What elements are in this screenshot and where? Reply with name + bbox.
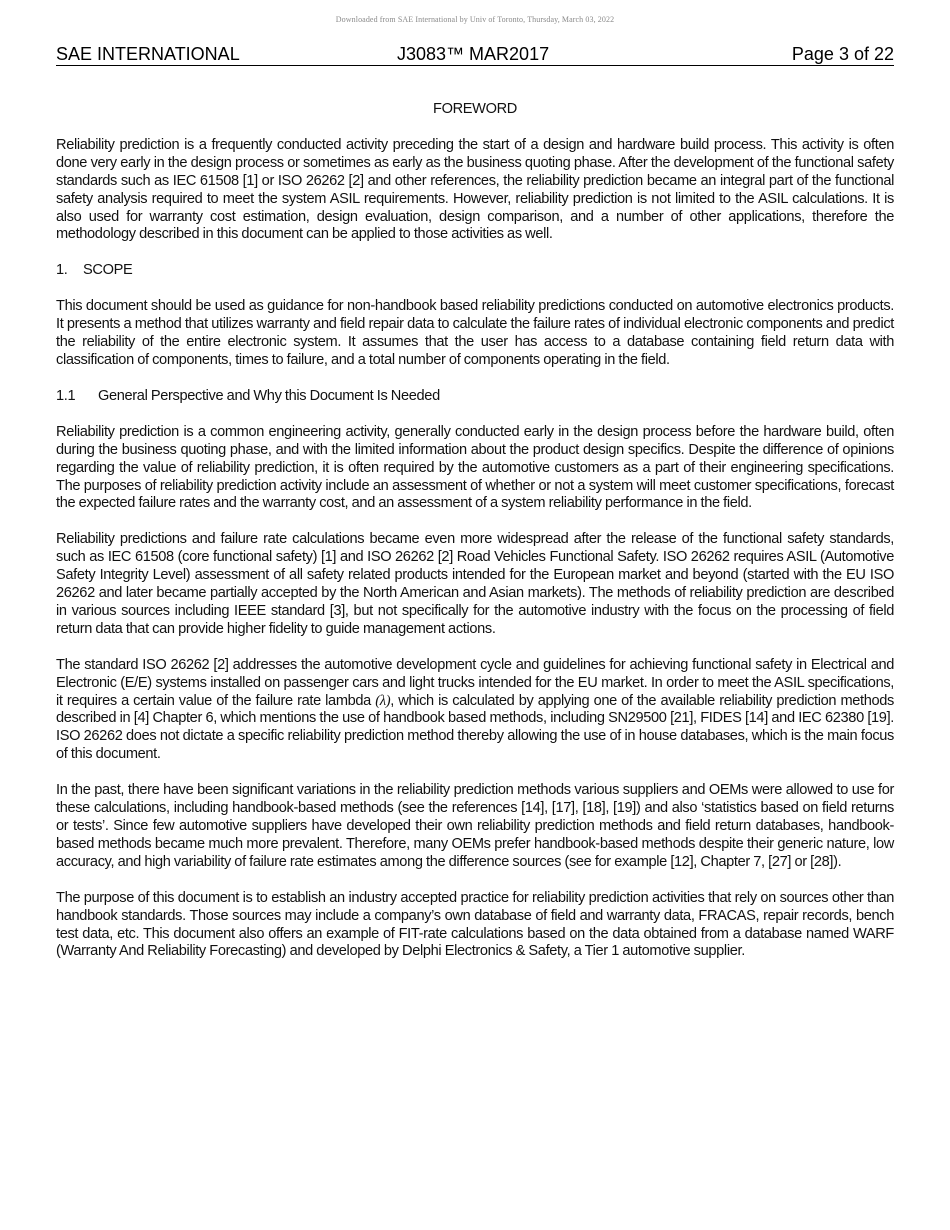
paragraph-past-variations: In the past, there have been significant variations in the reliability prediction methods various suppliers and OEMs were allowed to use for these calculations, including handbook-based methods (see the references [14], [17], [18], [19]) and also ‘statistics based on field returns or tests’. Since few automotive suppliers have developed their own reliability prediction methods and field return databases, handbook-based methods became much more prevalent. Therefore, many OEMs prefer handbook-based methods despite their generic nature, low accuracy, and high variability of failure rate estimates among the difference sources (see for example [12], Chapter 7, [27] or [28]). bbox=[56, 782, 894, 870]
iso-text-before-lambda: The standard ISO 26262 [2] addresses the automotive development cycle and guidelines for achieving functional safety in Electrical and Electronic (E/E) systems installed on passenger cars and light trucks intended for the EU market. In order to meet the ASIL specifications, it requires a certain value of the failure rate lambda bbox=[56, 656, 894, 709]
scope-paragraph: This document should be used as guidance for non-handbook based reliability predictions conducted on automotive electronics products. It presents a method that utilizes warranty and field repair data to calculate the failure rates of individual electronic components and predict the reliability of the entire electronic system. It assumes that the user has access to a database containing field return data with classification of components, times to failure, and a total number of components operating in the field. bbox=[56, 298, 894, 368]
paragraph-reliability-prediction-common: Reliability prediction is a common engineering activity, generally conducted early in the design process before the hardware build, often during the business quoting phase, and with the limited information about the product design specifics. Despite the difference of opinions regarding the value of reliability prediction, it is often required by the automotive customers as a part of their engineering specifications. The purposes of reliability prediction activity include an assessment of whether or not a system will meet customer specifications, forecast the expected failure rates and the warranty cost, and an assessment of a system reliability performance in the field. bbox=[56, 423, 894, 512]
paragraph-purpose: The purpose of this document is to establish an industry accepted practice for reliability prediction activities that rely on sources other than handbook standards. Those sources may include a company’s own database of field and warranty data, FRACAS, repair records, bench test data, etc. This document also offers an example of FIT-rate calculations based on the data obtained from a database named WARF (Warranty And Reliability Forecasting) and developed by Delphi Electronics & Safety, a Tier 1 automotive supplier. bbox=[56, 889, 894, 960]
section-number: 1. bbox=[56, 262, 68, 279]
download-watermark: Downloaded from SAE International by Univ of Toronto, Thursday, March 03, 2022 bbox=[335, 15, 615, 24]
section-number: 1.1 bbox=[56, 387, 76, 404]
section-heading-scope bbox=[56, 262, 894, 280]
lambda-symbol: (λ) bbox=[375, 692, 391, 709]
foreword-paragraph: Reliability prediction is a frequently conducted activity preceding the start of a design and hardware build process. This activity is often done very early in the design process or sometimes as early as the business quoting phase. After the development of the functional safety standards such as IEC 61508 [1] or ISO 26262 [2] and other references, the reliability prediction became an integral part of the functional safety analysis required to meet the system ASIL requirements. However, reliability prediction is not limited to the ASIL calculations. It is also used for warranty cost estimation, design evaluation, design comparison, and a number of other applications, therefore the methodology described in this document can be applied to those activities as well. bbox=[56, 136, 894, 243]
header-publisher: SAE INTERNATIONAL bbox=[56, 44, 240, 64]
section-heading-general-perspective bbox=[56, 388, 894, 406]
running-header bbox=[56, 43, 894, 66]
header-page-number: Page 3 of 22 bbox=[791, 44, 894, 64]
paragraph-functional-safety-standards: Reliability predictions and failure rate calculations became even more widespread after the release of the functional safety standards, such as IEC 61508 (core functional safety) [1] and ISO 26262 [2] Road Vehicles Functional Safety. ISO 26262 requires ASIL (Automotive Safety Integrity Level) assessment of all safety related products intended for the European market and beyond (started with the EU ISO 26262 and later became partially accepted by the North American and Asian markets). The methods of reliability prediction are described in various sources including IEEE standard [3], but not specifically for the automotive industry with the focus on the processing of field return data that can provide higher fidelity to guide management actions. bbox=[56, 531, 894, 637]
document-body bbox=[56, 101, 894, 979]
iso-text-after-lambda: , which is calculated by applying one of the available reliability prediction methods described in [4] Chapter 6, which mentions the use of handbook based methods, including SN29500 [21], FIDES [14] and IEC 62380 [19]. ISO 26262 does not dictate a specific reliability prediction method thereby allowing the use of in house databases, which is the main focus of this document. bbox=[56, 692, 895, 763]
header-document-id: J3083™ MAR2017 bbox=[397, 44, 550, 64]
paragraph-iso-26262 bbox=[56, 657, 894, 764]
section-title: General Perspective and Why this Document Is Needed bbox=[98, 387, 440, 404]
foreword-title: FOREWORD bbox=[433, 101, 517, 117]
section-title: SCOPE bbox=[83, 262, 133, 279]
